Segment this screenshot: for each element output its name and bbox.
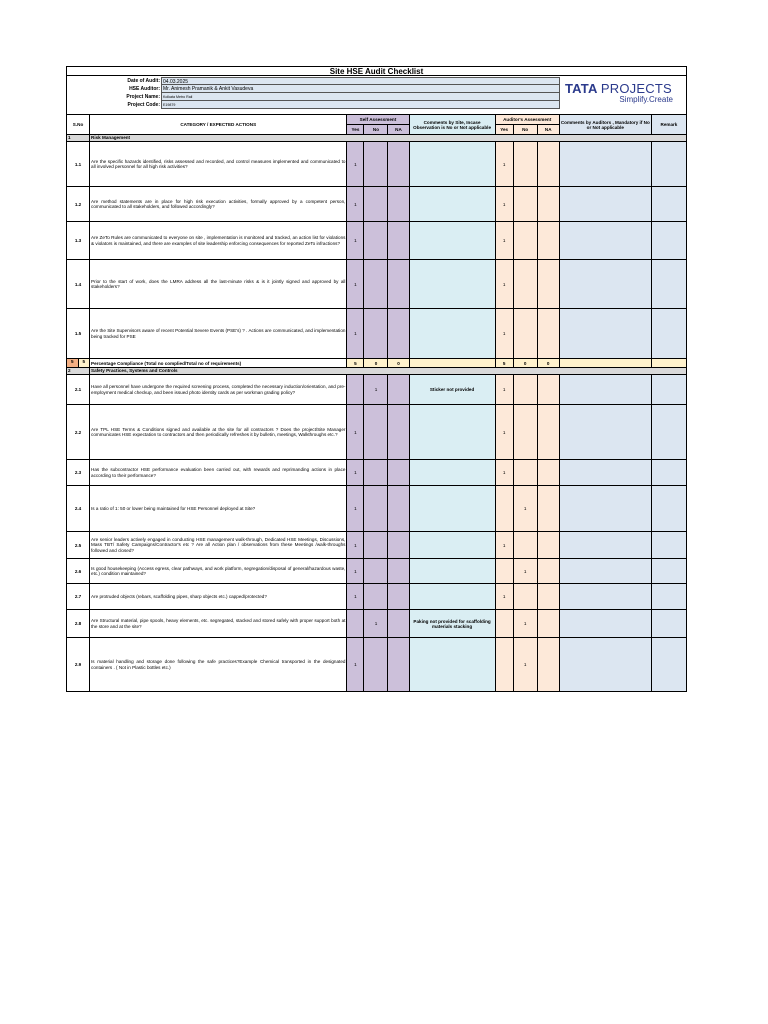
auditor-na-cell[interactable] bbox=[537, 405, 559, 460]
item-number: 1.5 bbox=[67, 309, 90, 359]
header-comments-auditor: Comments by Auditors , Mandatory if No or Not applicable bbox=[559, 115, 651, 135]
item-question: Are the Site Supervisors aware of recent Potential Severe Events (PSE's) ? . Actions are communicated, and implementation being tracked for PSE bbox=[90, 309, 347, 359]
auditor-yes-cell[interactable]: 1 bbox=[495, 460, 513, 486]
compliance-count-a: 5 bbox=[67, 359, 79, 367]
auditor-comment-cell[interactable] bbox=[559, 559, 651, 584]
header-aud-yes: Yes bbox=[495, 125, 513, 135]
auditor-yes-cell[interactable]: 1 bbox=[495, 375, 513, 405]
section-number: 2 bbox=[67, 368, 90, 375]
auditor-no-cell[interactable] bbox=[513, 260, 537, 309]
audit-sheet bbox=[66, 66, 687, 692]
auditor-na-cell[interactable] bbox=[537, 187, 559, 222]
auditor-no-cell[interactable] bbox=[513, 187, 537, 222]
auditor-comment-cell[interactable] bbox=[559, 486, 651, 532]
auditor-yes-cell[interactable]: 1 bbox=[495, 260, 513, 309]
header-comments-site: Comments by Site, Incase Observation is No or Not applicable bbox=[409, 115, 495, 135]
site-comment-cell[interactable] bbox=[409, 222, 495, 260]
item-number: 2.1 bbox=[67, 375, 90, 405]
remark-cell[interactable] bbox=[651, 375, 686, 405]
checklist-row bbox=[67, 584, 687, 610]
info-row-project bbox=[67, 93, 560, 101]
remark-cell[interactable] bbox=[651, 610, 686, 638]
checklist-row bbox=[67, 486, 687, 532]
info-row-auditor bbox=[67, 85, 560, 93]
compliance-label: Percentage Compliance (Total no complied/Total no of requirements) bbox=[90, 359, 347, 368]
item-number: 2.7 bbox=[67, 584, 90, 610]
self-yes-cell[interactable] bbox=[347, 610, 364, 638]
self-na-cell[interactable] bbox=[388, 559, 409, 584]
item-number: 2.4 bbox=[67, 486, 90, 532]
self-no-cell[interactable] bbox=[364, 486, 388, 532]
logo-wordmark bbox=[565, 81, 675, 96]
header-sno: S.No bbox=[67, 115, 90, 135]
site-comment-cell[interactable]: Sticker not provided bbox=[409, 375, 495, 405]
compliance-count-b: 5 bbox=[79, 359, 90, 367]
item-question: Are TPL HSE Terms & Conditions signed and available at the site for all contractors ? Does the project/Site Manager communicates HSE expectation to contractors and then periodically refreshes it by bulletin, meetings, Walkthroughs etc.? bbox=[90, 405, 347, 460]
auditor-comment-cell[interactable] bbox=[559, 260, 651, 309]
site-comment-cell[interactable] bbox=[409, 405, 495, 460]
compliance-remark bbox=[651, 359, 686, 368]
remark-cell[interactable] bbox=[651, 405, 686, 460]
date-label: Date of Audit: bbox=[127, 78, 160, 84]
item-question: Prior to the start of work, does the LMRA address all the last-minute risks & is it jointly signed and approved by all stakeholders? bbox=[90, 260, 347, 309]
item-question: Are method statements are in place for high risk execution activities, formally approved by a competent person, communicated to all stakeholders, and followed accordingly? bbox=[90, 187, 347, 222]
checklist-row bbox=[67, 222, 687, 260]
auditor-no-cell[interactable] bbox=[513, 222, 537, 260]
auditor-comment-cell[interactable] bbox=[559, 610, 651, 638]
auditor-na-cell[interactable] bbox=[537, 309, 559, 359]
section-header-row bbox=[67, 135, 687, 142]
auditor-no-cell[interactable]: 1 bbox=[513, 559, 537, 584]
remark-cell[interactable] bbox=[651, 532, 686, 559]
header-aud-no: No bbox=[513, 125, 537, 135]
auditor-na-cell[interactable] bbox=[537, 584, 559, 610]
self-no-cell[interactable]: 1 bbox=[364, 610, 388, 638]
auditor-no-cell[interactable] bbox=[513, 405, 537, 460]
remark-cell[interactable] bbox=[651, 584, 686, 610]
self-na-cell[interactable] bbox=[388, 460, 409, 486]
code-field[interactable]: E19879 bbox=[161, 101, 560, 109]
section-number: 1 bbox=[67, 135, 90, 142]
section-header-row bbox=[67, 368, 687, 375]
compliance-row bbox=[67, 359, 687, 368]
header-self-na: NA bbox=[388, 125, 409, 135]
auditor-comment-cell[interactable] bbox=[559, 584, 651, 610]
header-remark: Remark bbox=[651, 115, 686, 135]
auditor-no-cell[interactable] bbox=[513, 460, 537, 486]
item-question: Is a ratio of 1: 50 or lower being maintained for HSE Personnel deployed at Site? bbox=[90, 486, 347, 532]
checklist-row bbox=[67, 405, 687, 460]
self-no-cell[interactable] bbox=[364, 187, 388, 222]
item-number: 2.5 bbox=[67, 532, 90, 559]
compliance-self-na: 0 bbox=[388, 359, 409, 368]
auditor-no-cell[interactable]: 1 bbox=[513, 638, 537, 692]
remark-cell[interactable] bbox=[651, 309, 686, 359]
remark-cell[interactable] bbox=[651, 559, 686, 584]
auditor-na-cell[interactable] bbox=[537, 460, 559, 486]
info-block bbox=[66, 76, 687, 114]
section-title: Safety Practices, Systems and Controls bbox=[90, 368, 687, 375]
item-question: Are senior leaders actively engaged in conducting HSE management walk-through, Dedicated HSE Meetings, Discussions, Mass TBT/ Safety Campaigns/Contractor's etc ? Are all Action plan / observations from these Meetings /walk-throughs followed and closed? bbox=[90, 532, 347, 559]
self-no-cell[interactable] bbox=[364, 142, 388, 187]
logo-tagline: Simplify.Create bbox=[619, 95, 673, 104]
auditor-comment-cell[interactable] bbox=[559, 187, 651, 222]
header-auditor-assessment: Auditor's Assessment bbox=[495, 115, 559, 125]
sheet-title: Site HSE Audit Checklist bbox=[66, 66, 687, 76]
info-row-date bbox=[67, 77, 560, 85]
compliance-aud-comment bbox=[559, 359, 651, 368]
project-field[interactable]: Kolkata Metro Rail bbox=[161, 93, 560, 101]
auditor-comment-cell[interactable] bbox=[559, 638, 651, 692]
item-question: Is good housekeeping (Access egress, clear pathways, and work platform, segregation/disposal of general/hazardous waste, etc.) condition maintained? bbox=[90, 559, 347, 584]
item-question: Are ZeTo Rules are communicated to everyone on site , implementation is monitored and tracked, an action list for violations & violators is maintained, and there are examples of site leadership enforcing consequences for reported ZeTo infractions? bbox=[90, 222, 347, 260]
self-no-cell[interactable] bbox=[364, 260, 388, 309]
self-no-cell[interactable] bbox=[364, 309, 388, 359]
logo-name: PROJECTS bbox=[600, 81, 672, 96]
self-no-cell[interactable] bbox=[364, 460, 388, 486]
item-number: 2.2 bbox=[67, 405, 90, 460]
auditor-na-cell[interactable] bbox=[537, 260, 559, 309]
checklist-row bbox=[67, 375, 687, 405]
auditor-yes-cell[interactable]: 1 bbox=[495, 532, 513, 559]
site-comment-cell[interactable] bbox=[409, 486, 495, 532]
item-question: Are Structural material, pipe spools, heavy elements, etc. segregated, stacked and stored safely with proper support both at the store and at the site? bbox=[90, 610, 347, 638]
header-self-assessment: Self Assessment bbox=[347, 115, 409, 125]
item-question: Are protruded objects (rebars, scaffolding pipes, sharp objects etc.) capped/protected? bbox=[90, 584, 347, 610]
auditor-yes-cell[interactable]: 1 bbox=[495, 584, 513, 610]
auditor-comment-cell[interactable] bbox=[559, 460, 651, 486]
self-na-cell[interactable] bbox=[388, 584, 409, 610]
auditor-no-cell[interactable] bbox=[513, 584, 537, 610]
item-number: 1.2 bbox=[67, 187, 90, 222]
auditor-yes-cell[interactable] bbox=[495, 610, 513, 638]
site-comment-cell[interactable] bbox=[409, 187, 495, 222]
site-comment-cell[interactable] bbox=[409, 142, 495, 187]
item-question: Are the specific hazards identified, risks assessed and recorded, and control measures implemented and communicated to all involved personnel for all high risk activities? bbox=[90, 142, 347, 187]
self-na-cell[interactable] bbox=[388, 222, 409, 260]
item-number: 2.8 bbox=[67, 610, 90, 638]
header-self-no: No bbox=[364, 125, 388, 135]
self-no-cell[interactable] bbox=[364, 559, 388, 584]
self-na-cell[interactable] bbox=[388, 486, 409, 532]
item-number: 1.4 bbox=[67, 260, 90, 309]
self-yes-cell[interactable]: 1 bbox=[347, 309, 364, 359]
self-yes-cell[interactable]: 1 bbox=[347, 532, 364, 559]
auditor-no-cell[interactable] bbox=[513, 532, 537, 559]
auditor-yes-cell[interactable]: 1 bbox=[495, 187, 513, 222]
site-comment-cell[interactable] bbox=[409, 532, 495, 559]
self-yes-cell[interactable]: 1 bbox=[347, 187, 364, 222]
self-yes-cell[interactable]: 1 bbox=[347, 142, 364, 187]
remark-cell[interactable] bbox=[651, 142, 686, 187]
checklist-row bbox=[67, 532, 687, 559]
auditor-comment-cell[interactable] bbox=[559, 375, 651, 405]
checklist-row bbox=[67, 559, 687, 584]
auditor-comment-cell[interactable] bbox=[559, 142, 651, 187]
auditor-yes-cell[interactable] bbox=[495, 638, 513, 692]
site-comment-cell[interactable] bbox=[409, 460, 495, 486]
item-number: 1.3 bbox=[67, 222, 90, 260]
header-aud-na: NA bbox=[537, 125, 559, 135]
checklist-row bbox=[67, 309, 687, 359]
self-yes-cell[interactable]: 1 bbox=[347, 638, 364, 692]
checklist-row bbox=[67, 460, 687, 486]
self-yes-cell[interactable]: 1 bbox=[347, 584, 364, 610]
remark-cell[interactable] bbox=[651, 222, 686, 260]
item-number: 2.3 bbox=[67, 460, 90, 486]
compliance-aud-yes: 5 bbox=[495, 359, 513, 368]
auditor-na-cell[interactable] bbox=[537, 532, 559, 559]
self-na-cell[interactable] bbox=[388, 532, 409, 559]
remark-cell[interactable] bbox=[651, 260, 686, 309]
self-no-cell[interactable] bbox=[364, 532, 388, 559]
checklist-row bbox=[67, 187, 687, 222]
self-na-cell[interactable] bbox=[388, 638, 409, 692]
remark-cell[interactable] bbox=[651, 460, 686, 486]
self-na-cell[interactable] bbox=[388, 309, 409, 359]
self-na-cell[interactable] bbox=[388, 610, 409, 638]
self-no-cell[interactable] bbox=[364, 584, 388, 610]
self-yes-cell[interactable]: 1 bbox=[347, 260, 364, 309]
checklist-table bbox=[66, 114, 687, 692]
auditor-na-cell[interactable] bbox=[537, 610, 559, 638]
auditor-yes-cell[interactable]: 1 bbox=[495, 142, 513, 187]
auditor-no-cell[interactable]: 1 bbox=[513, 486, 537, 532]
project-label: Project Name: bbox=[126, 94, 160, 100]
self-na-cell[interactable] bbox=[388, 142, 409, 187]
remark-cell[interactable] bbox=[651, 486, 686, 532]
compliance-self-no: 0 bbox=[364, 359, 388, 368]
remark-cell[interactable] bbox=[651, 187, 686, 222]
self-na-cell[interactable] bbox=[388, 405, 409, 460]
compliance-self-yes: 5 bbox=[347, 359, 364, 368]
code-label: Project Code: bbox=[127, 102, 160, 108]
self-no-cell[interactable]: 1 bbox=[364, 375, 388, 405]
self-yes-cell[interactable]: 1 bbox=[347, 405, 364, 460]
compliance-count-cell bbox=[67, 359, 90, 368]
checklist-body bbox=[67, 135, 687, 692]
site-comment-cell[interactable] bbox=[409, 309, 495, 359]
auditor-na-cell[interactable] bbox=[537, 142, 559, 187]
auditor-na-cell[interactable] bbox=[537, 486, 559, 532]
self-yes-cell[interactable] bbox=[347, 375, 364, 405]
section-title: Risk Management bbox=[90, 135, 687, 142]
checklist-row bbox=[67, 142, 687, 187]
self-no-cell[interactable] bbox=[364, 222, 388, 260]
self-no-cell[interactable] bbox=[364, 638, 388, 692]
site-comment-cell[interactable] bbox=[409, 559, 495, 584]
auditor-no-cell[interactable]: 1 bbox=[513, 610, 537, 638]
auditor-yes-cell[interactable]: 1 bbox=[495, 405, 513, 460]
item-number: 2.9 bbox=[67, 638, 90, 692]
self-yes-cell[interactable]: 1 bbox=[347, 486, 364, 532]
self-yes-cell[interactable]: 1 bbox=[347, 559, 364, 584]
header-category: CATEGORY / EXPECTED ACTIONS bbox=[90, 115, 347, 135]
auditor-na-cell[interactable] bbox=[537, 375, 559, 405]
checklist-row bbox=[67, 260, 687, 309]
auditor-no-cell[interactable] bbox=[513, 142, 537, 187]
self-yes-cell[interactable]: 1 bbox=[347, 460, 364, 486]
site-comment-cell[interactable] bbox=[409, 260, 495, 309]
date-field[interactable]: 04.03.2025 bbox=[161, 77, 560, 85]
checklist-row bbox=[67, 638, 687, 692]
auditor-yes-cell[interactable] bbox=[495, 486, 513, 532]
auditor-comment-cell[interactable] bbox=[559, 222, 651, 260]
info-row-code bbox=[67, 101, 560, 109]
compliance-aud-na: 0 bbox=[537, 359, 559, 368]
auditor-no-cell[interactable] bbox=[513, 309, 537, 359]
company-logo bbox=[565, 81, 675, 109]
self-na-cell[interactable] bbox=[388, 187, 409, 222]
item-number: 1.1 bbox=[67, 142, 90, 187]
site-comment-cell[interactable] bbox=[409, 638, 495, 692]
auditor-yes-cell[interactable]: 1 bbox=[495, 309, 513, 359]
auditor-yes-cell[interactable]: 1 bbox=[495, 222, 513, 260]
logo-brand: TATA bbox=[565, 81, 598, 96]
site-comment-cell[interactable]: Paking not provided for scaffolding materials stacking bbox=[409, 610, 495, 638]
item-question: Has the subcontractor HSE performance evaluation been carried out, with rewards and reprimanding actions in place according to their performance? bbox=[90, 460, 347, 486]
auditor-label: HSE Auditor: bbox=[129, 86, 160, 92]
auditor-yes-cell[interactable] bbox=[495, 559, 513, 584]
header-self-yes: Yes bbox=[347, 125, 364, 135]
remark-cell[interactable] bbox=[651, 638, 686, 692]
auditor-comment-cell[interactable] bbox=[559, 532, 651, 559]
self-na-cell[interactable] bbox=[388, 375, 409, 405]
self-na-cell[interactable] bbox=[388, 260, 409, 309]
self-yes-cell[interactable]: 1 bbox=[347, 222, 364, 260]
auditor-na-cell[interactable] bbox=[537, 222, 559, 260]
auditor-na-cell[interactable] bbox=[537, 559, 559, 584]
auditor-comment-cell[interactable] bbox=[559, 309, 651, 359]
site-comment-cell[interactable] bbox=[409, 584, 495, 610]
auditor-field[interactable]: Mr. Animesh Pramanik & Ankit Vasudeva bbox=[161, 85, 560, 93]
item-question: Is material handling and storage done following the safe practices?Example Chemical transported in the designated containers . ( Not in Plastic bottles etc.) bbox=[90, 638, 347, 692]
item-question: Have all personnel have undergone the required screening process, completed the necessary induction/orientation, and pre-employment medical checkup, and been issued photo identity cards as per workman grading policy? bbox=[90, 375, 347, 405]
item-number: 2.6 bbox=[67, 559, 90, 584]
checklist-row bbox=[67, 610, 687, 638]
compliance-aud-no: 0 bbox=[513, 359, 537, 368]
compliance-comment bbox=[409, 359, 495, 368]
auditor-comment-cell[interactable] bbox=[559, 405, 651, 460]
self-no-cell[interactable] bbox=[364, 405, 388, 460]
auditor-na-cell[interactable] bbox=[537, 638, 559, 692]
auditor-no-cell[interactable] bbox=[513, 375, 537, 405]
